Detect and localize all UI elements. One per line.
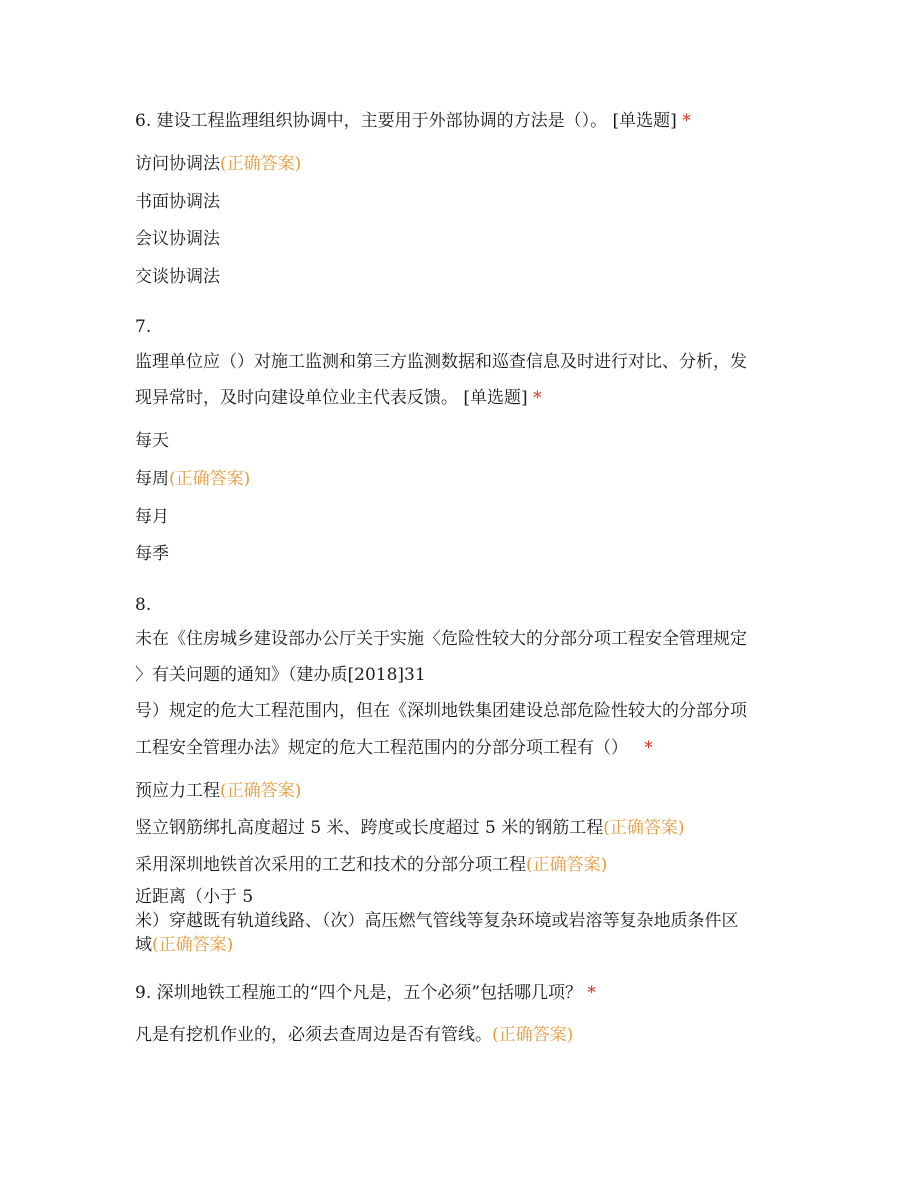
q9-option-1: 凡是有挖机作业的，必须去查周边是否有管线。(正确答案) xyxy=(135,1025,574,1045)
q8-option-2: 竖立钢筋绑扎高度超过 5 米、跨度或长度超过 5 米的钢筋工程(正确答案) xyxy=(135,818,685,838)
q6-title: 6. 建设工程监理组织协调中，主要用于外部协调的方法是（）。 [单选题] * xyxy=(135,111,691,131)
correct-answer-label: (正确答案) xyxy=(169,469,251,489)
q8-option-4-line-1: 近距离（小于 5 xyxy=(135,887,254,907)
correct-answer-label: (正确答案) xyxy=(152,935,234,955)
q6-option-2: 书面协调法 xyxy=(135,192,220,212)
q8-option-4-line-3: 域(正确答案) xyxy=(135,935,234,955)
correct-answer-label: (正确答案) xyxy=(220,154,302,174)
q8-option-1: 预应力工程(正确答案) xyxy=(135,781,302,801)
required-star: * xyxy=(587,983,596,1003)
correct-answer-label: (正确答案) xyxy=(603,818,685,838)
q6-option-1: 访问协调法(正确答案) xyxy=(135,154,302,174)
correct-answer-label: (正确答案) xyxy=(526,855,608,875)
q7-title-line-1: 监理单位应（）对施工监测和第三方监测数据和巡查信息及时进行对比、分析，发 xyxy=(135,352,747,372)
q7-option-4: 每季 xyxy=(135,544,169,564)
q8-title-line-4: 工程安全管理办法》规定的危大工程范围内的分部分项工程有（） * xyxy=(135,738,653,758)
q8-title-line-3: 号）规定的危大工程范围内，但在《深圳地铁集团建设总部危险性较大的分部分项 xyxy=(135,701,747,721)
correct-answer-label: (正确答案) xyxy=(492,1025,574,1045)
q9-title: 9. 深圳地铁工程施工的“四个凡是，五个必须”包括哪几项？ * xyxy=(135,983,596,1003)
q6-option-3: 会议协调法 xyxy=(135,229,220,249)
q8-option-4-line-2: 米）穿越既有轨道线路、（次）高压燃气管线等复杂环境或岩溶等复杂地质条件区 xyxy=(135,911,739,931)
q7-number: 7. xyxy=(135,317,152,337)
required-star: * xyxy=(644,738,653,758)
q8-option-3: 采用深圳地铁首次采用的工艺和技术的分部分项工程(正确答案) xyxy=(135,855,608,875)
required-star: * xyxy=(682,111,691,131)
q7-title-line-2: 现异常时，及时向建设单位业主代表反馈。 [单选题] * xyxy=(135,388,542,408)
q8-number: 8. xyxy=(135,595,152,615)
correct-answer-label: (正确答案) xyxy=(220,781,302,801)
q6-option-4: 交谈协调法 xyxy=(135,267,220,287)
q7-option-1: 每天 xyxy=(135,431,169,451)
q7-option-2: 每周(正确答案) xyxy=(135,469,251,489)
required-star: * xyxy=(533,388,542,408)
q7-option-3: 每月 xyxy=(135,507,169,527)
q8-title-line-1: 未在《住房城乡建设部办公厅关于实施〈危险性较大的分部分项工程安全管理规定 xyxy=(135,629,747,649)
q8-title-line-2: 〉有关问题的通知》（建办质[2018]31 xyxy=(135,665,426,685)
